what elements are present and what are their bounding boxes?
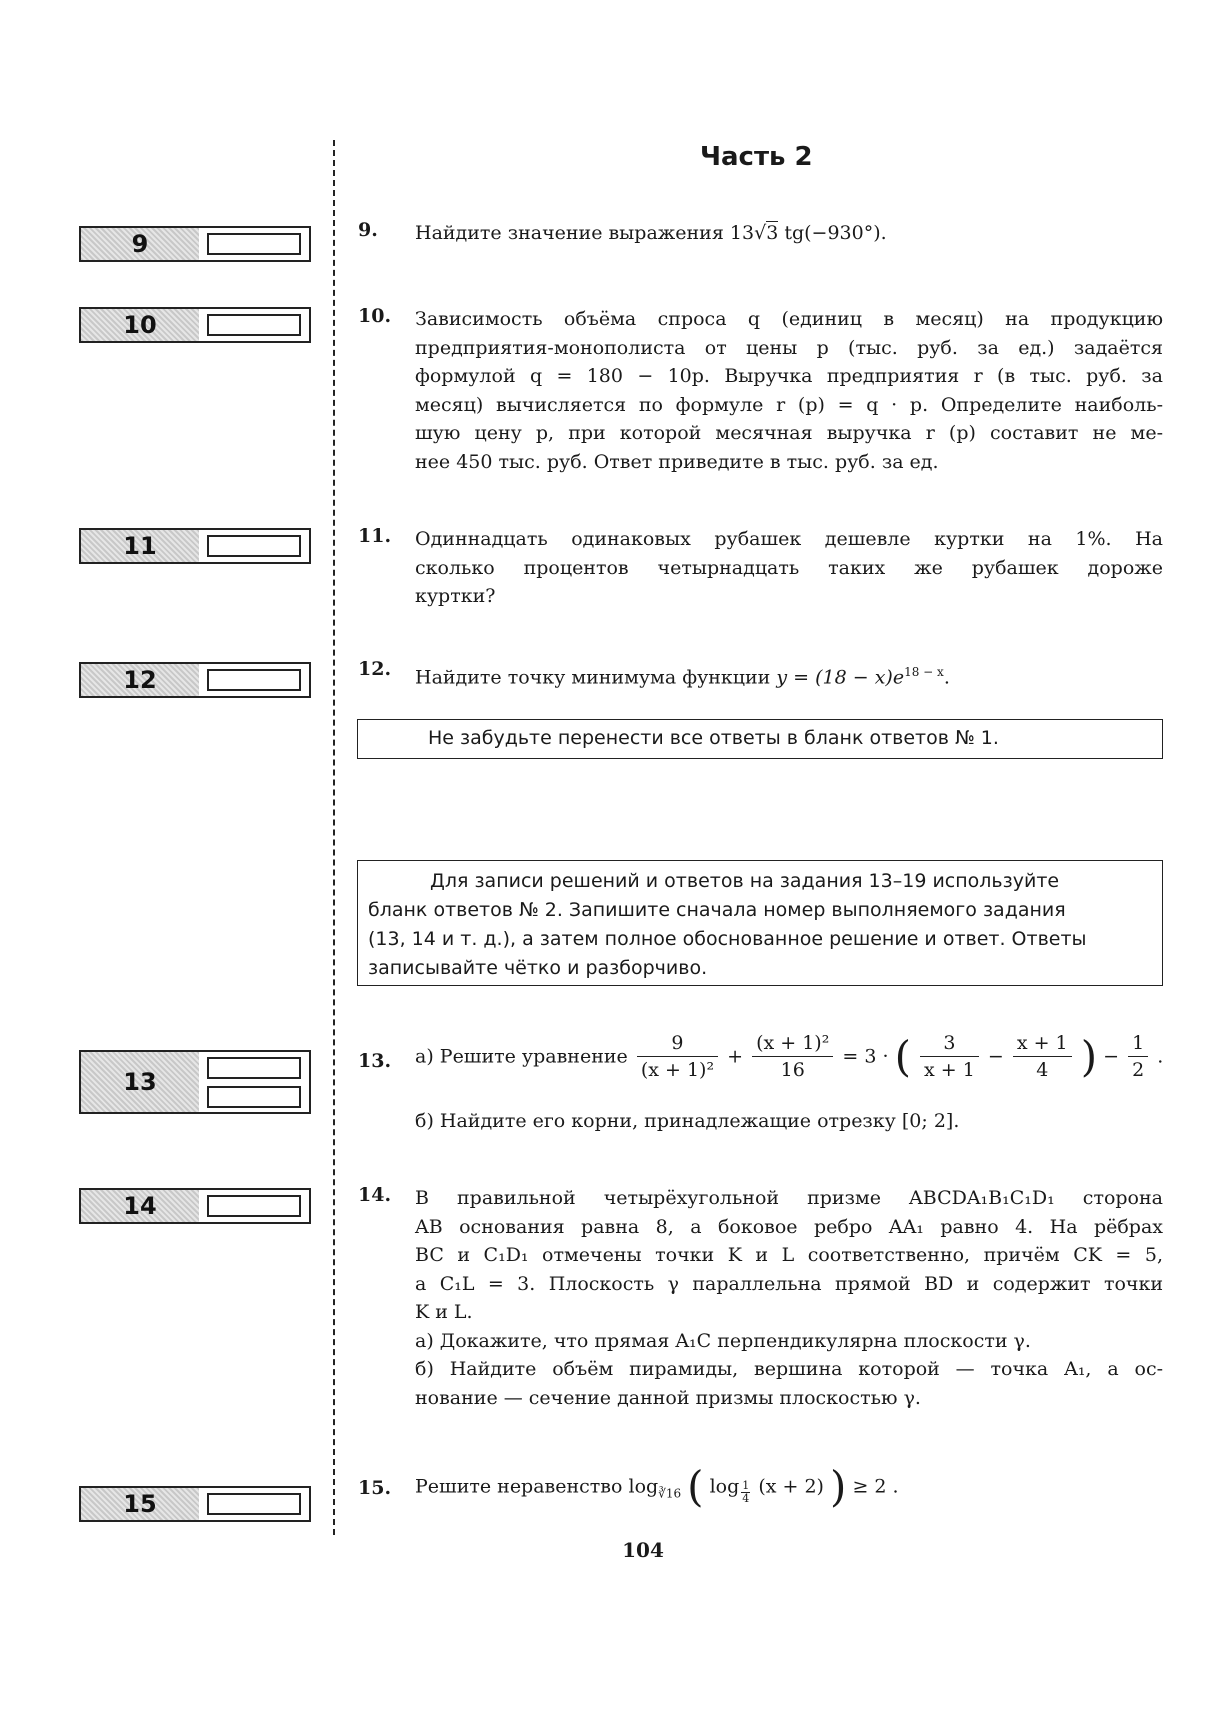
q14-a: а) Докажите, что прямая A₁C перпендикулярна плоскости γ. <box>415 1329 1031 1352</box>
notice-line: Для записи решений и ответов на задания 13–19 используйте <box>430 870 1060 892</box>
answer-box-12[interactable] <box>79 662 311 698</box>
fraction <box>1013 1030 1072 1083</box>
minus-sign: − <box>1103 1045 1120 1068</box>
q15-arg: (x + 2) <box>758 1475 824 1498</box>
question-14-text <box>415 1184 1163 1412</box>
text-line: AB основания равна 8, а боковое ребро AA₁ равно 4. На рёбрах <box>415 1215 1163 1238</box>
right-paren: ) <box>830 1462 847 1511</box>
answer-box-number: 13 <box>81 1052 199 1112</box>
answer-field[interactable] <box>207 535 301 557</box>
answer-box-number: 10 <box>81 309 199 341</box>
log-inner: log <box>709 1475 740 1498</box>
q9-radicand: 3 <box>766 222 779 244</box>
answer-box-number: 12 <box>81 664 199 696</box>
left-paren: ( <box>894 1032 911 1081</box>
q9-coef: 13 <box>729 222 755 244</box>
question-12-number: 12. <box>358 658 392 680</box>
text-line: Одиннадцать одинаковых рубашек дешевле куртки на 1%. На <box>415 528 1163 550</box>
notice-line: бланк ответов № 2. Запишите сначала номер выполняемого задания <box>368 899 1066 921</box>
fraction <box>752 1030 833 1083</box>
notice-answers-form-2 <box>357 860 1163 986</box>
notice-line: записывайте чётко и разборчиво. <box>368 957 708 979</box>
sqrt-sign: √ <box>754 222 767 244</box>
q13-b: б) Найдите его корни, принадлежащие отрезку [0; 2]. <box>415 1110 960 1132</box>
answer-box-13[interactable] <box>79 1050 311 1114</box>
question-13-equation <box>415 1030 1163 1083</box>
answer-box-14[interactable] <box>79 1188 311 1224</box>
fraction <box>637 1030 718 1083</box>
text-line: шую цену p, при которой месячная выручка r (p) составит не ме- <box>415 422 1163 444</box>
question-12-text <box>415 658 1163 692</box>
fraction-numerator: 3 <box>920 1030 979 1057</box>
answer-field[interactable] <box>207 314 301 336</box>
text-line: нование — сечение данной призмы плоскостью γ. <box>415 1386 921 1409</box>
answer-box-10[interactable] <box>79 307 311 343</box>
page-number: 104 <box>622 1538 664 1562</box>
answer-field[interactable] <box>207 1493 301 1515</box>
text-line: формулой q = 180 − 10p. Выручка предприятия r (в тыс. руб. за <box>415 365 1163 387</box>
cut-line <box>333 140 335 1535</box>
text-line: нее 450 тыс. руб. Ответ приведите в тыс. руб. за ед. <box>415 450 939 473</box>
text-line: BC и C₁D₁ отмечены точки K и L соответственно, причём CK = 5, <box>415 1244 1163 1266</box>
plus-sign: + <box>727 1045 744 1068</box>
question-13-number: 13. <box>358 1050 392 1072</box>
fraction <box>920 1030 979 1083</box>
right-paren: ) <box>1080 1032 1098 1081</box>
q15-text: Решите неравенство <box>415 1475 623 1498</box>
fraction-denominator: (x + 1)² <box>640 1059 715 1081</box>
answer-box-number: 15 <box>81 1488 199 1520</box>
question-14-number: 14. <box>358 1184 392 1206</box>
fraction-numerator: 9 <box>637 1030 718 1057</box>
question-15-number: 15. <box>358 1477 392 1499</box>
fraction-denominator: 2 <box>1132 1059 1145 1081</box>
q9-tail: tg(−930°). <box>784 222 887 244</box>
answer-box-number: 11 <box>81 530 199 562</box>
question-10-text <box>415 305 1163 476</box>
text-line: а C₁L = 3. Плоскость γ параллельна прямой BD и содержит точки <box>415 1272 1163 1295</box>
question-11-number: 11. <box>358 525 392 547</box>
text-line: В правильной четырёхугольной призме ABCDA₁B₁C₁D₁ сторона <box>415 1187 1163 1209</box>
fraction-denominator: 4 <box>742 1491 750 1505</box>
notice-line: (13, 14 и т. д.), а затем полное обоснованное решение и ответ. Ответы <box>368 928 1087 950</box>
answer-box-number: 9 <box>81 228 199 260</box>
fraction-numerator: 1 <box>742 1478 750 1492</box>
answer-field[interactable] <box>207 1195 301 1217</box>
part-title: Часть 2 <box>700 142 813 172</box>
question-15-text <box>415 1462 899 1511</box>
notice-answers-form-1: Не забудьте перенести все ответы в бланк ответов № 1. <box>357 719 1163 759</box>
q12-tail: . <box>943 666 950 689</box>
fraction <box>1128 1030 1148 1083</box>
answer-box-11[interactable] <box>79 528 311 564</box>
q12-formula: y = (18 − x)e <box>776 666 905 689</box>
answer-field-b[interactable] <box>207 1086 301 1108</box>
log-inner-base <box>741 1480 750 1505</box>
answer-field[interactable] <box>207 669 301 691</box>
q12-text: Найдите точку минимума функции <box>415 666 771 689</box>
q9-text: Найдите значение выражения <box>415 222 724 244</box>
minus-sign: − <box>987 1045 1004 1068</box>
text-line: предприятия-монополиста от цены p (тыс. руб. за ед.) задаётся <box>415 336 1163 359</box>
log-outer-base: ∛16 <box>658 1486 682 1501</box>
question-9-number: 9. <box>358 219 378 241</box>
answer-box-number: 14 <box>81 1190 199 1222</box>
fraction-denominator: x + 1 <box>924 1059 975 1081</box>
q13-rhs-coef: = 3 · <box>842 1045 889 1068</box>
answer-field[interactable] <box>207 233 301 255</box>
text-line: б) Найдите объём пирамиды, вершина которой — точка A₁, а ос- <box>415 1358 1163 1380</box>
fraction-numerator: 1 <box>1128 1030 1148 1057</box>
log-outer: log <box>628 1475 659 1498</box>
q15-rhs: ≥ 2 . <box>852 1475 899 1498</box>
text-line: куртки? <box>415 585 496 607</box>
text-line: сколько процентов четырнадцать таких же рубашек дороже <box>415 556 1163 579</box>
question-9-text <box>415 219 1163 248</box>
text-line: Зависимость объёма спроса q (единиц в месяц) на продукцию <box>415 308 1163 330</box>
text-line: месяц) вычисляется по формуле r (p) = q · p. Определите наиболь- <box>415 393 1163 416</box>
fraction-numerator: x + 1 <box>1013 1030 1072 1057</box>
fraction-denominator: 4 <box>1036 1059 1049 1081</box>
answer-field-a[interactable] <box>207 1057 301 1079</box>
text-line: K и L. <box>415 1301 473 1323</box>
q12-exponent: 18 − x <box>904 665 944 679</box>
question-11-text <box>415 525 1163 611</box>
question-10-number: 10. <box>358 305 392 327</box>
answer-box-15[interactable] <box>79 1486 311 1522</box>
fraction-denominator: 16 <box>780 1059 805 1081</box>
fraction-numerator: (x + 1)² <box>752 1030 833 1057</box>
left-paren: ( <box>687 1462 704 1511</box>
period: . <box>1157 1045 1164 1068</box>
q13-a-label: а) Решите уравнение <box>415 1045 628 1068</box>
answer-box-9[interactable] <box>79 226 311 262</box>
